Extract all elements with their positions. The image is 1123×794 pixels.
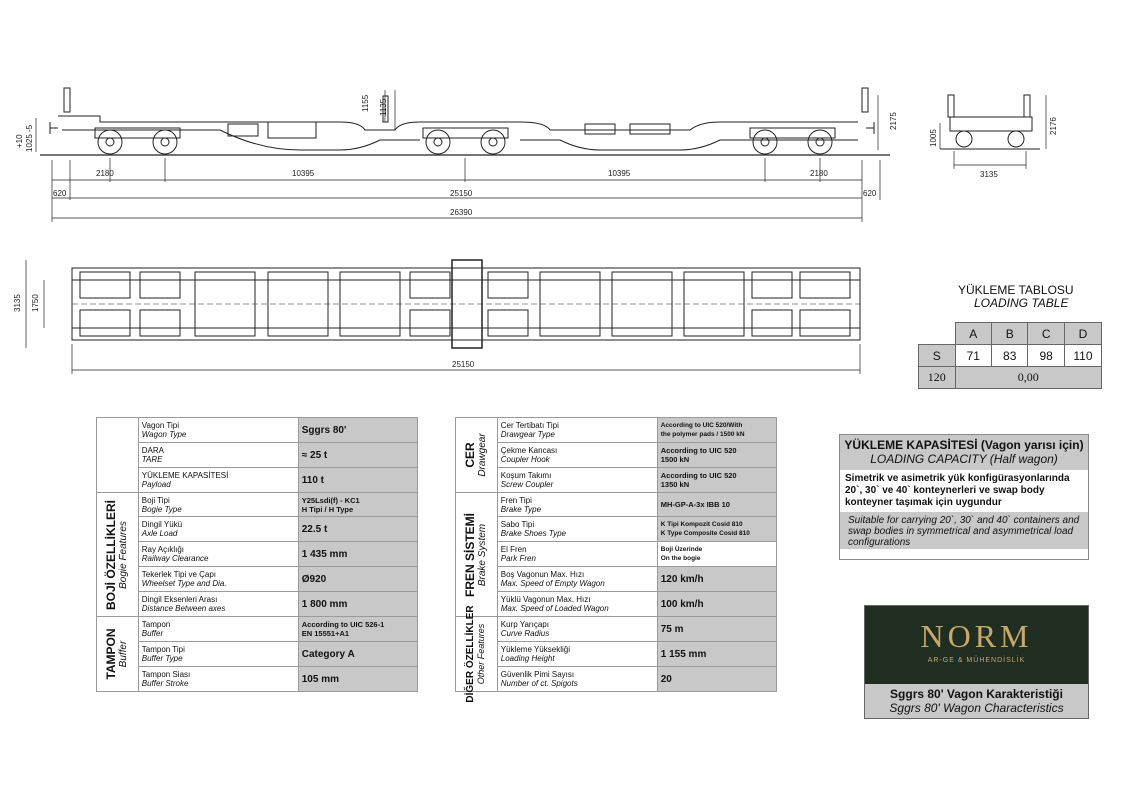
- dim-1005: 1005: [929, 129, 938, 147]
- spec-value-railway-clearance: 1 435 mm: [298, 542, 417, 567]
- spec-value-screw-coupler: According to UIC 520 1350 kN: [657, 468, 776, 493]
- spec-row-axle-distance: Dingil Eksenleri Arası Distance Between axes: [138, 592, 298, 617]
- lt-value-a: 71: [955, 345, 991, 367]
- spec-value-buffer: According to UIC 526-1 EN 15551+A1: [298, 617, 417, 642]
- capacity-text-tr: Simetrik ve asimetrik yük konfigürasyonlarında 20`, 30` ve 40` konteynerleri ve swap body konteyner taşımak için uygundur: [840, 470, 1088, 512]
- capacity-box: [839, 434, 1089, 560]
- bogie-middle: [423, 128, 508, 154]
- spec-value-buffer-type: Category A: [298, 642, 417, 667]
- dim-1155: 1155: [361, 94, 370, 112]
- spec-value-buffer-stroke: 105 mm: [298, 667, 417, 692]
- end-view-drawing: [920, 85, 1060, 195]
- frame-bottom-line: [62, 130, 858, 150]
- dim-25150-side: 25150: [450, 189, 473, 198]
- capacity-text-en: Suitable for carrying 20`, 30` and 40` containers and swap bodies in symmetrical and asymmetrical load configurations: [840, 512, 1088, 549]
- end-stanchion-left: [64, 88, 70, 112]
- loading-table-subtitle: LOADING TABLE: [974, 296, 1069, 310]
- spec-left-section-buffer: TAMPON Buffer: [97, 617, 139, 692]
- capacity-header: [840, 435, 1088, 470]
- spec-value-curve-radius: 75 m: [657, 617, 776, 642]
- spec-right-section-brake: FREN SİSTEMİ Brake System: [456, 493, 498, 617]
- spec-value-tare: ≈ 25 t: [298, 443, 417, 468]
- lt-header-d: D: [1064, 323, 1101, 345]
- spec-row-tare: DARA TARE: [138, 443, 298, 468]
- spec-value-axle-distance: 1 800 mm: [298, 592, 417, 617]
- spec-row-loading-height: Yükleme Yüksekliği Loading Height: [497, 642, 657, 667]
- spec-value-axle-load: 22.5 t: [298, 517, 417, 542]
- dim-26390: 26390: [450, 208, 473, 217]
- end-stanchion-right: [862, 88, 868, 112]
- spec-value-payload: 110 t: [298, 468, 417, 493]
- dim-1750: 1750: [31, 294, 40, 312]
- dim-3135-plan: 3135: [13, 294, 22, 312]
- dim-1025: 1025 -5: [25, 124, 34, 152]
- capacity-title-tr: YÜKLEME KAPASİTESİ (Vagon yarısı için): [844, 438, 1084, 452]
- bogie-left: [95, 128, 180, 154]
- spec-row-axle-load: Dingil Yükü Axle Load: [138, 517, 298, 542]
- bogie-right: [750, 128, 835, 154]
- spec-row-max-speed-loaded: Yüklü Vagonun Max. Hızı Max. Speed of Loaded Wagon: [497, 592, 657, 617]
- spec-row-bogie-type: Boji Tipi Bogie Type: [138, 493, 298, 517]
- dim-2180-right: 2180: [810, 169, 828, 178]
- spec-row-railway-clearance: Ray Açıklığı Railway Clearance: [138, 542, 298, 567]
- dim-25150-plan: 25150: [452, 360, 475, 369]
- caption-tr: Sggrs 80' Vagon Karakteristiği: [890, 687, 1063, 701]
- lt-value-b: 83: [991, 345, 1027, 367]
- spec-left-section-general: [97, 418, 139, 493]
- caption-en: Sggrs 80' Wagon Characteristics: [889, 701, 1064, 715]
- dim-620-right: 620: [863, 189, 877, 198]
- spec-value-drawgear-type: According to UIC 520/With the polymer pads / 1500 kN: [657, 418, 776, 443]
- spec-right-section-other: DİĞER ÖZELLİKLER Other Features: [456, 617, 498, 692]
- spec-value-wheelset: Ø920: [298, 567, 417, 592]
- loading-table-title: YÜKLEME TABLOSU: [958, 283, 1074, 297]
- spec-row-spigots: Güvenlik Pimi Sayısı Number of ct. Spigots: [497, 667, 657, 692]
- company-logo: [864, 605, 1089, 686]
- lt-value-c: 98: [1028, 345, 1064, 367]
- spec-value-spigots: 20: [657, 667, 776, 692]
- caption-box: [864, 684, 1089, 719]
- spec-value-max-speed-loaded: 100 km/h: [657, 592, 776, 617]
- spec-row-buffer-stroke: Tampon Siası Buffer Stroke: [138, 667, 298, 692]
- spec-value-park-brake: Boji Üzerinde On the bogie: [657, 542, 776, 567]
- lt-foot-label: 120: [919, 367, 956, 389]
- dim-2175: 2175: [889, 112, 898, 130]
- spec-row-curve-radius: Kurp Yarıçapı Curve Radius: [497, 617, 657, 642]
- lt-header-c: C: [1028, 323, 1064, 345]
- spec-row-buffer-type: Tampon Tipi Buffer Type: [138, 642, 298, 667]
- spec-value-brake-shoes: K Tipi Kompozit Cosid 810 K Type Composite Cosid 810: [657, 517, 776, 542]
- dim-2176: 2176: [1049, 117, 1058, 135]
- spec-value-brake-type: MH-GP-A-3x IBB 10: [657, 493, 776, 517]
- spec-row-payload: YÜKLEME KAPASİTESİ Payload: [138, 468, 298, 493]
- lt-value-d: 110: [1064, 345, 1101, 367]
- spec-row-drawgear-type: Cer Tertibatı Tipi Drawgear Type: [497, 418, 657, 443]
- dim-620-left: 620: [53, 189, 67, 198]
- lt-header-b: B: [991, 323, 1027, 345]
- spec-row-coupler-hook: Çekme Kancası Coupler Hook: [497, 443, 657, 468]
- dim-10395-right: 10395: [608, 169, 631, 178]
- dim-plus-10: +10: [15, 134, 24, 148]
- spec-row-wagon-type: Vagon Tipi Wagon Type: [138, 418, 298, 443]
- spec-left-section-bogie: BOJİ ÖZELLİKLERİ Bogie Features: [97, 493, 139, 617]
- spec-row-brake-shoes: Sabo Tipi Brake Shoes Type: [497, 517, 657, 542]
- spec-row-brake-type: Fren Tipi Brake Type: [497, 493, 657, 517]
- spec-table-right: [455, 417, 777, 703]
- capacity-title-en: LOADING CAPACITY (Half wagon): [870, 452, 1058, 466]
- spec-row-screw-coupler: Koşum Takımı Screw Coupler: [497, 468, 657, 493]
- spec-value-bogie-type: Y25Lsdi(f) - KC1 H Tipi / H Type: [298, 493, 417, 517]
- spec-table-left: [96, 417, 418, 692]
- lt-header-a: A: [955, 323, 991, 345]
- dim-10395-left: 10395: [292, 169, 315, 178]
- lt-row-label: S: [919, 345, 956, 367]
- logo-tagline: AR-GE & MÜHENDİSLİK: [927, 657, 1026, 664]
- logo-name: NORM: [920, 618, 1033, 654]
- dim-2180-left: 2180: [96, 169, 114, 178]
- spec-right-section-drawgear: CER Drawgear: [456, 418, 498, 493]
- spec-row-max-speed-empty: Boş Vagonun Max. Hızı Max. Speed of Empty Wagon: [497, 567, 657, 592]
- spec-value-loading-height: 1 155 mm: [657, 642, 776, 667]
- lt-foot-value: 0,00: [955, 367, 1101, 389]
- loading-table: [918, 322, 1102, 389]
- dim-1135: 1135: [379, 98, 388, 116]
- spec-row-park-brake: El Fren Park Fren: [497, 542, 657, 567]
- spec-row-wheelset: Tekerlek Tipi ve Çapı Wheelset Type and Dia.: [138, 567, 298, 592]
- spec-value-coupler-hook: According to UIC 520 1500 kN: [657, 443, 776, 468]
- spec-row-buffer: Tampon Buffer: [138, 617, 298, 642]
- spec-value-wagon-type: Sggrs 80': [298, 418, 417, 443]
- spec-value-max-speed-empty: 120 km/h: [657, 567, 776, 592]
- dim-3135-end: 3135: [980, 170, 998, 179]
- plan-view-drawing: [0, 240, 900, 390]
